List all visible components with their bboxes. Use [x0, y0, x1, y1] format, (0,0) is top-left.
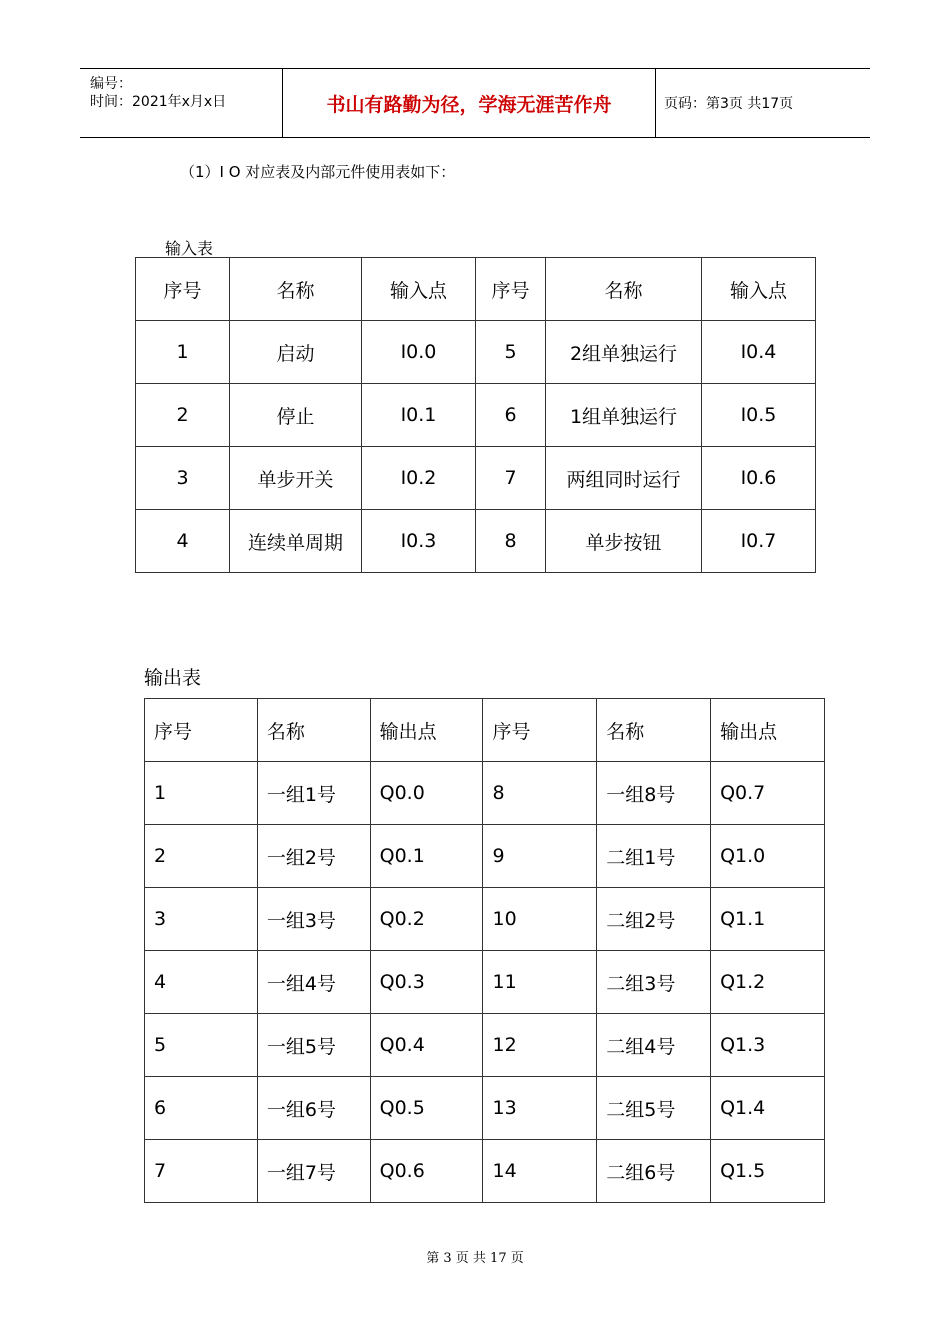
table-cell: 4: [145, 951, 258, 1014]
table-cell: 二组1号: [597, 825, 711, 888]
header-cell: 输出点: [370, 699, 483, 762]
document-number: 编号：: [90, 76, 132, 92]
table-cell: 5: [476, 321, 546, 384]
table-cell: Q0.4: [370, 1014, 483, 1077]
table-cell: 一组7号: [257, 1140, 370, 1203]
table-cell: I0.0: [362, 321, 476, 384]
table-cell: 8: [483, 762, 597, 825]
table-cell: Q1.2: [711, 951, 825, 1014]
output-table-caption: 输出表: [144, 667, 202, 689]
table-row: [136, 321, 816, 384]
table-cell: Q1.1: [711, 888, 825, 951]
table-cell: 13: [483, 1077, 597, 1140]
table-cell: 启动: [230, 321, 362, 384]
header-cell: 序号: [136, 258, 230, 321]
table-header-row: [136, 258, 816, 321]
table-cell: 单步按钮: [546, 510, 702, 573]
table-cell: I0.3: [362, 510, 476, 573]
table-cell: 二组4号: [597, 1014, 711, 1077]
table-cell: 二组2号: [597, 888, 711, 951]
table-cell: Q1.5: [711, 1140, 825, 1203]
table-cell: Q0.1: [370, 825, 483, 888]
table-cell: 1: [136, 321, 230, 384]
page-header: [80, 68, 870, 138]
table-cell: 停止: [230, 384, 362, 447]
output-table: [144, 698, 825, 1203]
input-table: [135, 257, 816, 573]
header-motto: 书山有路勤为径，学海无涯苦作舟: [326, 93, 612, 116]
table-row: [145, 762, 825, 825]
table-cell: Q0.6: [370, 1140, 483, 1203]
header-cell: 序号: [145, 699, 258, 762]
table-row: [145, 888, 825, 951]
table-cell: 12: [483, 1014, 597, 1077]
table-cell: 5: [145, 1014, 258, 1077]
table-cell: 连续单周期: [230, 510, 362, 573]
document-date: 时间：2021年x月x日: [90, 94, 227, 110]
table-cell: 1: [145, 762, 258, 825]
table-cell: I0.2: [362, 447, 476, 510]
table-row: [136, 510, 816, 573]
table-cell: I0.6: [702, 447, 816, 510]
header-cell: 名称: [257, 699, 370, 762]
table-cell: 二组3号: [597, 951, 711, 1014]
table-cell: 6: [476, 384, 546, 447]
table-row: [136, 384, 816, 447]
table-cell: 6: [145, 1077, 258, 1140]
header-cell: 序号: [483, 699, 597, 762]
table-row: [145, 1077, 825, 1140]
page-footer: 第 3 页 共 17 页: [426, 1251, 524, 1266]
table-cell: 7: [476, 447, 546, 510]
table-cell: Q1.0: [711, 825, 825, 888]
header-cell: 名称: [230, 258, 362, 321]
table-cell: 3: [145, 888, 258, 951]
table-cell: 一组4号: [257, 951, 370, 1014]
table-cell: Q0.7: [711, 762, 825, 825]
table-row: [136, 447, 816, 510]
table-cell: 7: [145, 1140, 258, 1203]
table-cell: Q1.4: [711, 1077, 825, 1140]
table-cell: I0.4: [702, 321, 816, 384]
table-cell: 二组6号: [597, 1140, 711, 1203]
table-cell: 两组同时运行: [546, 447, 702, 510]
table-cell: 一组5号: [257, 1014, 370, 1077]
input-table-caption: 输入表: [165, 239, 214, 258]
table-cell: 11: [483, 951, 597, 1014]
table-row: [145, 825, 825, 888]
intro-text: （1）I O 对应表及内部元件使用表如下：: [180, 163, 456, 181]
header-cell: 名称: [546, 258, 702, 321]
table-cell: 一组2号: [257, 825, 370, 888]
table-cell: 一组3号: [257, 888, 370, 951]
table-cell: Q0.3: [370, 951, 483, 1014]
header-cell: 输入点: [362, 258, 476, 321]
table-cell: 3: [136, 447, 230, 510]
table-cell: 2: [145, 825, 258, 888]
table-row: [145, 951, 825, 1014]
table-cell: 一组1号: [257, 762, 370, 825]
header-divider: [655, 69, 656, 137]
header-meta: [80, 69, 282, 137]
table-cell: 8: [476, 510, 546, 573]
table-header-row: [145, 699, 825, 762]
table-row: [145, 1140, 825, 1203]
table-cell: 4: [136, 510, 230, 573]
table-cell: 14: [483, 1140, 597, 1203]
header-cell: 输出点: [711, 699, 825, 762]
table-cell: 2组单独运行: [546, 321, 702, 384]
table-cell: 9: [483, 825, 597, 888]
table-row: [145, 1014, 825, 1077]
table-cell: 单步开关: [230, 447, 362, 510]
table-cell: I0.1: [362, 384, 476, 447]
table-cell: 一组6号: [257, 1077, 370, 1140]
table-cell: I0.5: [702, 384, 816, 447]
table-cell: 2: [136, 384, 230, 447]
header-page-number: 页码：第3页 共17页: [664, 96, 794, 112]
table-cell: I0.7: [702, 510, 816, 573]
table-cell: Q0.2: [370, 888, 483, 951]
table-cell: Q0.0: [370, 762, 483, 825]
table-cell: 1组单独运行: [546, 384, 702, 447]
table-cell: 一组8号: [597, 762, 711, 825]
table-cell: Q1.3: [711, 1014, 825, 1077]
header-cell: 名称: [597, 699, 711, 762]
table-cell: Q0.5: [370, 1077, 483, 1140]
table-cell: 10: [483, 888, 597, 951]
table-cell: 二组5号: [597, 1077, 711, 1140]
header-cell: 输入点: [702, 258, 816, 321]
header-cell: 序号: [476, 258, 546, 321]
